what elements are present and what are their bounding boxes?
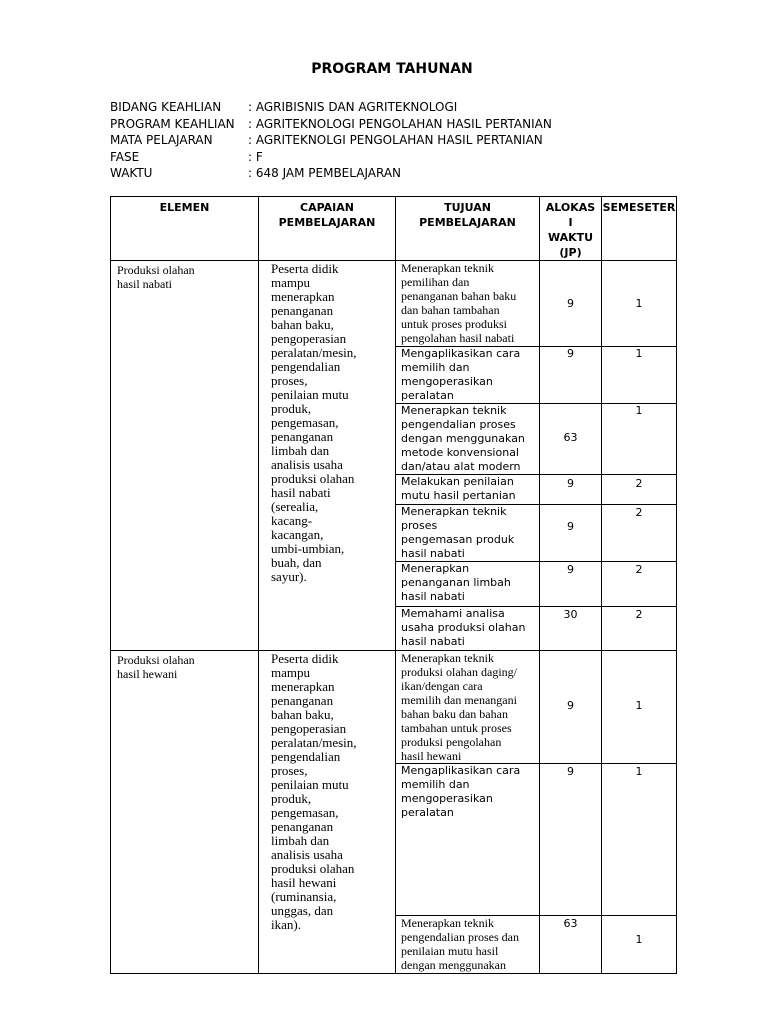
program-table	[110, 196, 677, 974]
header-elemen: ELEMEN	[111, 197, 259, 261]
info-label: WAKTU	[110, 166, 153, 181]
info-value: : 648 JAM PEMBELAJARAN	[248, 166, 402, 181]
semester-cell	[602, 404, 677, 475]
alokasi-value: 9	[567, 520, 574, 533]
header-alokasi-waktu: ALOKAS I WAKTU (JP)	[540, 197, 602, 261]
alokasi-value: 9	[567, 563, 574, 576]
alokasi-cell	[540, 562, 602, 607]
alokasi-cell	[540, 505, 602, 562]
tujuan-cell: Menerapkan teknik pengendalian proses dengan menggunakan metode konvensional dan/atau alat modern	[396, 404, 540, 475]
semester-cell	[602, 347, 677, 404]
info-row	[110, 149, 552, 166]
info-value: : AGRITEKNOLOGI PENGOLAHAN HASIL PERTANIAN	[248, 116, 552, 131]
semester-cell	[602, 916, 677, 974]
header-tujuan: TUJUAN PEMBELAJARAN	[396, 197, 540, 261]
tujuan-cell: Memahami analisa usaha produksi olahan hasil nabati	[396, 607, 540, 651]
alokasi-cell	[540, 916, 602, 974]
semester-value: 1	[635, 933, 643, 946]
alokasi-cell	[540, 404, 602, 475]
semester-cell	[602, 562, 677, 607]
tujuan-cell: Menerapkan teknik pemilihan dan penanganan bahan baku dan bahan tambahan untuk proses produksi pengolahan hasil nabati	[396, 261, 540, 347]
alokasi-cell	[540, 607, 602, 651]
info-row	[110, 116, 552, 133]
semester-value: 2	[635, 563, 643, 576]
alokasi-value: 30	[563, 608, 578, 621]
semester-value: 1	[635, 404, 643, 417]
page-title: PROGRAM TAHUNAN	[311, 61, 473, 77]
alokasi-value: 9	[567, 699, 574, 712]
semester-cell	[602, 651, 677, 764]
capaian-cell: Peserta didik mampu menerapkan penanganan bahan baku, pengoperasian peralatan/mesin, pengendalian proses, penilaian mutu produk, pengemasan, penanganan limbah dan analisis usaha produksi olahan hasil hewani (ruminansia, unggas, dan ikan).	[259, 651, 396, 974]
semester-value: 1	[635, 699, 643, 712]
semester-cell	[602, 505, 677, 562]
semester-value: 1	[635, 297, 643, 310]
alokasi-value: 63	[563, 917, 578, 930]
tujuan-cell: Mengaplikasikan cara memilih dan mengoperasikan peralatan	[396, 347, 540, 404]
info-block	[110, 99, 552, 182]
semester-cell	[602, 607, 677, 651]
info-row	[110, 132, 552, 149]
elemen-cell: Produksi olahan hasil nabati	[111, 261, 259, 651]
semester-value: 1	[635, 347, 643, 360]
info-value: : AGRITEKNOLGI PENGOLAHAN HASIL PERTANIAN	[248, 133, 543, 148]
alokasi-value: 63	[563, 431, 578, 444]
alokasi-value: 9	[567, 297, 574, 310]
tujuan-cell: Melakukan penilaian mutu hasil pertanian	[396, 475, 540, 505]
alokasi-cell	[540, 475, 602, 505]
info-label: MATA PELAJARAN	[110, 133, 213, 148]
semester-value: 1	[635, 765, 643, 778]
semester-value: 2	[635, 477, 643, 490]
tujuan-cell: Menerapkan teknik proses pengemasan produk hasil nabati	[396, 505, 540, 562]
semester-value: 2	[635, 608, 643, 621]
semester-cell	[602, 261, 677, 347]
tujuan-cell: Menerapkan teknik produksi olahan daging/ ikan/dengan cara memilih dan menangani bahan baku dan bahan tambahan untuk proses produksi pengolahan hasil hewani	[396, 651, 540, 764]
capaian-cell: Peserta didik mampu menerapkan penanganan bahan baku, pengoperasian peralatan/mesin, pengendalian proses, penilaian mutu produk, pengemasan, penanganan limbah dan analisis usaha produksi olahan hasil nabati (serealia, kacang- kacangan, umbi-umbian, buah, dan sayur).	[259, 261, 396, 651]
table-header-row	[111, 197, 677, 261]
tujuan-cell: Menerapkan penanganan limbah hasil nabati	[396, 562, 540, 607]
header-semester: SEMESETER	[602, 197, 677, 261]
table-row	[111, 651, 677, 764]
info-row	[110, 99, 552, 116]
alokasi-value: 9	[567, 765, 574, 778]
alokasi-cell	[540, 347, 602, 404]
info-label: FASE	[110, 149, 140, 164]
info-label: PROGRAM KEAHLIAN	[110, 116, 235, 131]
alokasi-value: 9	[567, 477, 574, 490]
info-label: BIDANG KEAHLIAN	[110, 100, 222, 114]
info-value: : AGRIBISNIS DAN AGRITEKNOLOGI	[248, 100, 458, 114]
info-row	[110, 165, 552, 182]
alokasi-cell	[540, 651, 602, 764]
semester-value: 2	[635, 506, 643, 519]
tujuan-cell: Mengaplikasikan cara memilih dan mengoperasikan peralatan	[396, 764, 540, 916]
info-value: : F	[248, 149, 263, 164]
header-capaian: CAPAIAN PEMBELAJARAN	[259, 197, 396, 261]
alokasi-cell	[540, 261, 602, 347]
tujuan-cell: Menerapkan teknik pengendalian proses dan penilaian mutu hasil dengan menggunakan	[396, 916, 540, 974]
alokasi-value: 9	[567, 347, 574, 360]
semester-cell	[602, 764, 677, 916]
table-row	[111, 261, 677, 347]
elemen-cell: Produksi olahan hasil hewani	[111, 651, 259, 974]
alokasi-cell	[540, 764, 602, 916]
semester-cell	[602, 475, 677, 505]
